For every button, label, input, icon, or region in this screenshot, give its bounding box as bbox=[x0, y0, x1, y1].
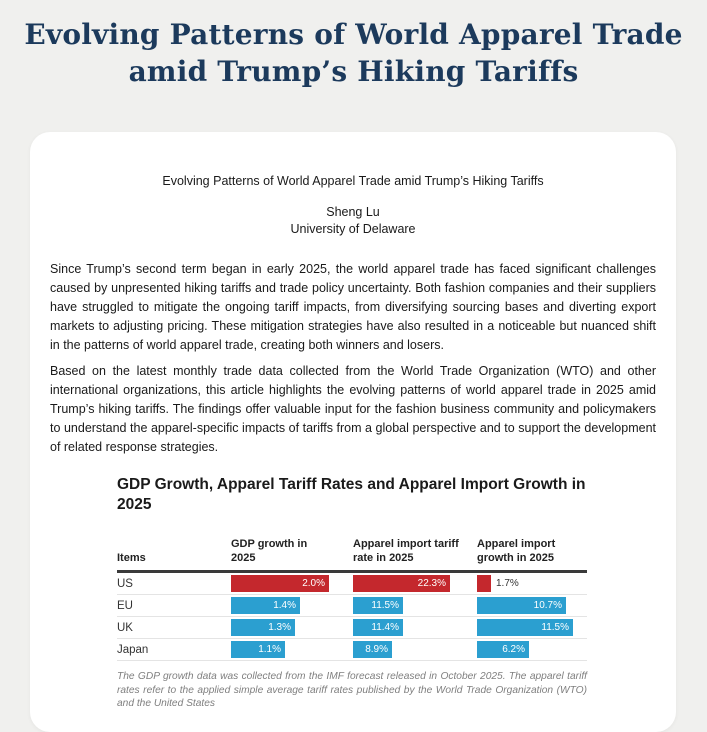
value-bar bbox=[477, 597, 566, 614]
chart-title: GDP Growth, Apparel Tariff Rates and Apparel Import Growth in 2025 bbox=[117, 476, 586, 513]
table-row bbox=[117, 595, 587, 617]
bar-value-label: 1.4% bbox=[273, 600, 296, 611]
bar-cell bbox=[231, 641, 353, 658]
bar-value-label: 6.2% bbox=[502, 644, 525, 655]
column-header-import-growth: Apparel import growth in 2025 bbox=[477, 538, 556, 564]
value-bar bbox=[477, 641, 529, 658]
column-header-items: Items bbox=[117, 552, 146, 564]
bar-value-label: 1.3% bbox=[268, 622, 291, 633]
table-header-row bbox=[117, 537, 587, 573]
bar-cell bbox=[477, 597, 587, 614]
bar-cell bbox=[353, 575, 477, 592]
column-header-gdp-growth: GDP growth in 2025 bbox=[231, 538, 308, 564]
value-bar bbox=[477, 575, 491, 592]
table-row bbox=[117, 639, 587, 661]
value-bar bbox=[353, 575, 450, 592]
value-bar bbox=[477, 619, 573, 636]
chart-table-body bbox=[117, 573, 587, 661]
bar-value-label: 11.5% bbox=[371, 600, 399, 611]
article-paragraph-2: Based on the latest monthly trade data collected from the World Trade Organization (WTO) and other international organizations, this article highlights the evolving patterns of world apparel trade in 2025 amid Trump’s hiking tariffs. The findings offer valuable input for the fashion business community and policymakers to understand the apparel-specific impacts of tariffs from a global perspective and to support the development of related response strategies. bbox=[50, 364, 656, 454]
value-bar bbox=[231, 575, 329, 592]
bar-cell bbox=[477, 619, 587, 636]
bar-cell bbox=[353, 597, 477, 614]
row-label: UK bbox=[117, 621, 133, 634]
bar-value-label: 11.4% bbox=[371, 622, 399, 633]
article-card bbox=[30, 132, 676, 732]
value-bar bbox=[231, 619, 295, 636]
bar-cell bbox=[477, 575, 587, 592]
bar-cell bbox=[231, 619, 353, 636]
article-byline bbox=[50, 204, 656, 238]
bar-value-label: 10.7% bbox=[533, 600, 562, 611]
bar-cell bbox=[477, 641, 587, 658]
bar-value-label: 2.0% bbox=[302, 578, 325, 589]
row-label: US bbox=[117, 577, 133, 590]
bar-cell bbox=[231, 575, 353, 592]
page-title bbox=[0, 0, 707, 90]
page-title-line-2: amid Trump’s Hiking Tariffs bbox=[128, 55, 579, 88]
bar-cell bbox=[231, 597, 353, 614]
chart-block bbox=[117, 475, 587, 711]
article-affiliation: University of Delaware bbox=[290, 222, 416, 236]
value-bar bbox=[231, 597, 300, 614]
article-paragraph-1: Since Trump’s second term began in early 2025, the world apparel trade has faced significant challenges caused by unpresented hiking tariffs and trade policy uncertainty. Both fashion companies and their suppliers have struggled to mitigate the ongoing tariff impacts, from diversifying sourcing bases and diverting export markets to adjusting pricing. These mitigation strategies have also resulted in a noticeable but nuanced shift in the patterns of world apparel trade, creating both winners and losers. bbox=[50, 262, 656, 352]
row-label: EU bbox=[117, 599, 133, 612]
value-bar bbox=[353, 619, 403, 636]
table-row bbox=[117, 573, 587, 595]
value-bar bbox=[353, 641, 392, 658]
article-title: Evolving Patterns of World Apparel Trade amid Trump’s Hiking Tariffs bbox=[162, 174, 544, 188]
table-row bbox=[117, 617, 587, 639]
article-author: Sheng Lu bbox=[326, 205, 380, 219]
row-label: Japan bbox=[117, 643, 149, 656]
bar-value-label: 22.3% bbox=[417, 578, 446, 589]
column-header-tariff-rate: Apparel import tariff rate in 2025 bbox=[353, 538, 459, 564]
bar-value-label: 8.9% bbox=[365, 644, 388, 655]
chart-footnote: The GDP growth data was collected from the IMF forecast released in October 2025. The apparel tariff rates refer to the applied simple average tariff rates published by the World Trade Organization (WTO) and the United States bbox=[117, 671, 587, 709]
page-title-line-1: Evolving Patterns of World Apparel Trade bbox=[24, 18, 683, 51]
bar-cell bbox=[353, 641, 477, 658]
bar-value-label: 1.1% bbox=[258, 644, 281, 655]
bar-cell bbox=[353, 619, 477, 636]
bar-value-label: 11.5% bbox=[541, 622, 569, 633]
value-bar bbox=[353, 597, 403, 614]
bar-value-label: 1.7% bbox=[496, 578, 519, 589]
value-bar bbox=[231, 641, 285, 658]
